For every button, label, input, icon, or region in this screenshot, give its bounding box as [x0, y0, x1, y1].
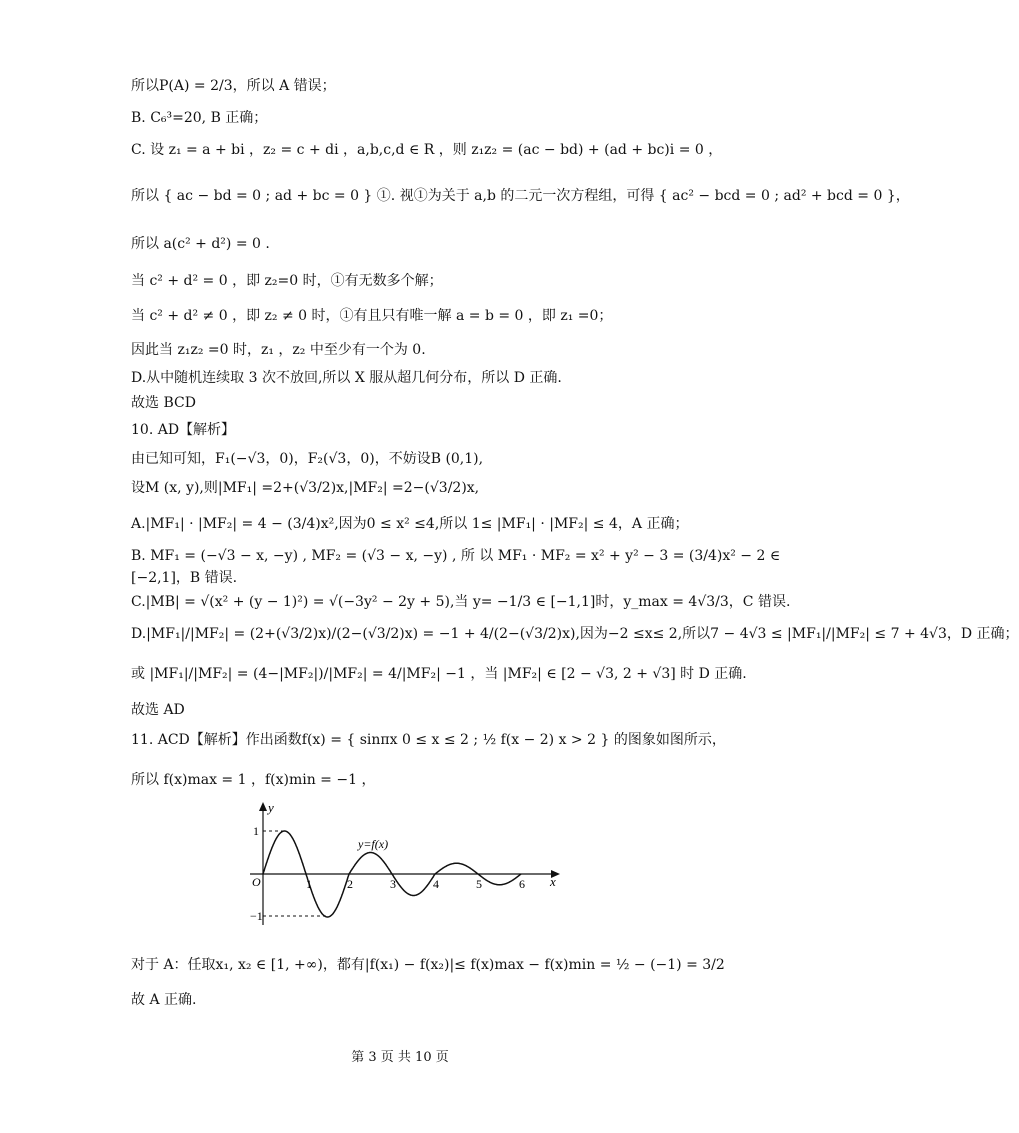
x-tick-2: 2: [347, 877, 353, 891]
line-8: 因此当 z₁z₂ =0 时，z₁ ，z₂ 中至少有一个为 0.: [131, 342, 426, 358]
y-tick-neg1: −1: [250, 909, 263, 923]
line-23: 对于 A：任取x₁, x₂ ∈ [1, +∞)，都有|f(x₁) − f(x₂)|≤ f(x)max − f(x)min = ½ − (−1) = 3/2: [131, 957, 725, 973]
line-7: 当 c² + d² ≠ 0 ，即 z₂ ≠ 0 时，①有且只有唯一解 a = b = 0 ，即 z₁ =0；: [131, 308, 613, 324]
line-13: 设M (x, y),则|MF₁| =2+(√3/2)x,|MF₂| =2−(√3/2)x,: [131, 480, 480, 496]
line-4: 所以 { ac − bd = 0 ; ad + bc = 0 } ①. 视①为关于 a,b 的二元一次方程组，可得 { ac² − bcd = 0 ; ad² + bcd = 0 }，: [131, 188, 910, 204]
line-21: 11. ACD【解析】作出函数f(x) = { sinπx 0 ≤ x ≤ 2 ; ½ f(x − 2) x > 2 } 的图象如图所示，: [131, 732, 726, 748]
line-3: C. 设 z₁ = a + bi ，z₂ = c + di ，a,b,c,d ∈ R ，则 z₁z₂ = (ac − bd) + (ad + bc)i = 0 ，: [131, 142, 723, 158]
line-1: 所以P(A) = 2/3，所以 A 错误；: [131, 78, 336, 94]
x-tick-5: 5: [476, 877, 482, 891]
line-10: 故选 BCD: [131, 395, 196, 411]
line-15: B. MF₁ = (−√3 − x, −y) , MF₂ = (√3 − x, −y) , 所 以 MF₁ · MF₂ = x² + y² − 3 = (3/4)x² − 2 ∈: [131, 548, 781, 564]
line-14: A.|MF₁| · |MF₂| = 4 − (3/4)x²,因为0 ≤ x² ≤4,所以 1≤ |MF₁| · |MF₂| ≤ 4，A 正确；: [131, 516, 689, 532]
line-17: C.|MB| = √(x² + (y − 1)²) = √(−3y² − 2y + 5),当 y= −1/3 ∈ [−1,1]时，y_max = 4√3/3，C 错误.: [131, 594, 791, 610]
curve-label: y=f(x): [358, 837, 389, 851]
line-6: 当 c² + d² = 0 ，即 z₂=0 时，①有无数多个解；: [131, 273, 443, 289]
line-5: 所以 a(c² + d²) = 0 .: [131, 236, 270, 252]
line-12: 由已知可知，F₁(−√3，0)，F₂(√3，0)，不妨设B (0,1),: [131, 451, 484, 467]
line-18: D.|MF₁|/|MF₂| = (2+(√3/2)x)/(2−(√3/2)x) = −1 + 4/(2−(√3/2)x),因为−2 ≤x≤ 2,所以7 − 4√3 ≤ |MF₁|/|MF₂| ≤ 7 + 4√3，D 正确；: [131, 626, 1019, 642]
line-22: 所以 f(x)max = 1 ，f(x)min = −1 ，: [131, 772, 376, 788]
origin-label: O: [252, 875, 261, 889]
y-axis-arrow-icon: [259, 802, 267, 811]
x-axis-label: x: [550, 874, 556, 889]
line-19: 或 |MF₁|/|MF₂| = (4−|MF₂|)/|MF₂| = 4/|MF₂| −1 ，当 |MF₂| ∈ [2 − √3, 2 + √3] 时 D 正确.: [131, 666, 747, 682]
line-2: B. C₆³=20, B 正确；: [131, 110, 268, 126]
x-tick-1: 1: [306, 877, 312, 891]
line-20: 故选 AD: [131, 702, 185, 718]
line-11: 10. AD【解析】: [131, 422, 236, 438]
line-16: [−2,1]，B 错误.: [131, 570, 238, 586]
x-tick-4: 4: [433, 877, 439, 891]
page-footer: 第 3 页 共 10 页: [351, 1050, 449, 1065]
y-axis-label: y: [268, 800, 274, 815]
x-tick-6: 6: [519, 877, 525, 891]
y-tick-1: 1: [253, 824, 259, 838]
x-tick-3: 3: [390, 877, 396, 891]
line-9: D.从中随机连续取 3 次不放回,所以 X 服从超几何分布，所以 D 正确.: [131, 370, 562, 386]
line-24: 故 A 正确.: [131, 992, 197, 1008]
